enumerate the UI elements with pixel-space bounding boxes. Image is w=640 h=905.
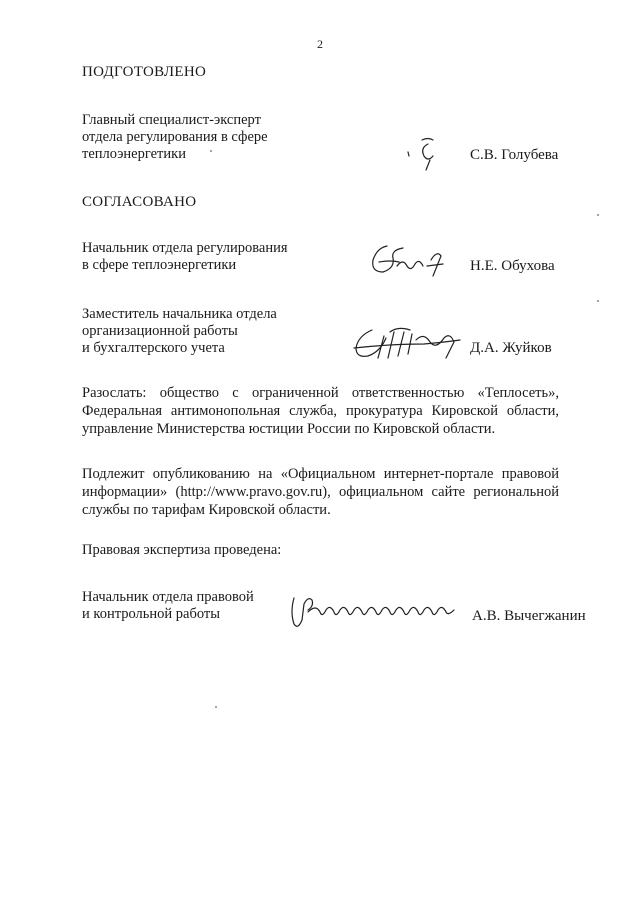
agreed-heading: СОГЛАСОВАНО: [82, 194, 197, 210]
prepared-position: [82, 112, 268, 163]
scan-speck: [210, 150, 212, 152]
signature-obukhova: [365, 238, 455, 280]
position-line: отдела регулирования в сфере: [82, 129, 268, 145]
page-number: 2: [317, 37, 323, 51]
signature-golubeva: [400, 134, 450, 174]
agreed-signer-2-position: [82, 306, 277, 357]
position-line: и бухгалтерского учета: [82, 340, 225, 356]
agreed-signer-1-name: Н.Е. Обухова: [470, 258, 555, 274]
scan-speck: [597, 214, 599, 216]
legal-review-statement: Правовая экспертиза проведена:: [82, 542, 282, 558]
position-line: Начальник отдела регулирования: [82, 240, 288, 256]
legal-review-name: А.В. Вычегжанин: [472, 608, 586, 624]
agreed-signer-1-position: [82, 240, 288, 274]
publication-paragraph: Подлежит опубликованию на «Официальном интернет-портале правовой информации» (http://www.pravo.gov.ru), официальном сайте региональной службы по тарифам Кировской области.: [82, 466, 559, 518]
position-line: Заместитель начальника отдела: [82, 306, 277, 322]
position-line: Начальник отдела правовой: [82, 589, 254, 605]
position-line: Главный специалист-эксперт: [82, 112, 261, 128]
scan-speck: [215, 706, 217, 708]
position-line: организационной работы: [82, 323, 238, 339]
distribution-paragraph: Разослать: общество с ограниченной ответственностью «Теплосеть», Федеральная антимонопольная служба, прокуратура Кировской области, управление Министерства юстиции России по Кировской области.: [82, 385, 559, 437]
position-line: в сфере теплоэнергетики: [82, 257, 237, 273]
position-line: и контрольной работы: [82, 606, 220, 622]
scan-speck: [597, 300, 599, 302]
prepared-name: С.В. Голубева: [470, 147, 559, 163]
position-line: теплоэнергетики: [82, 146, 186, 162]
signature-vychegzhanin: [286, 590, 462, 632]
agreed-signer-2-name: Д.А. Жуйков: [470, 340, 552, 356]
legal-review-position: [82, 589, 254, 623]
prepared-heading: ПОДГОТОВЛЕНО: [82, 64, 207, 80]
signature-zhuikov: [350, 318, 465, 364]
